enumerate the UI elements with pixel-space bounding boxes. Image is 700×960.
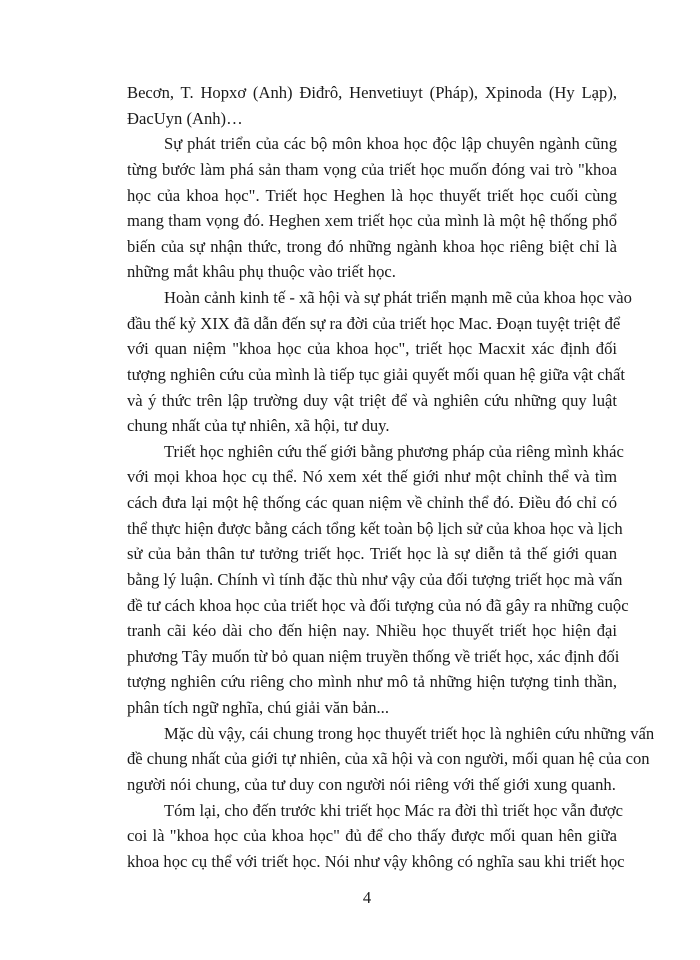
text-line: sử của bản thân tư tưởng triết học. Triết học là sự diễn tả thế giới quan <box>127 544 617 564</box>
text-line: ĐacUyn (Anh)… <box>127 108 243 128</box>
text-line: Mặc dù vậy, cái chung trong học thuyết triết học là nghiên cứu những vấn <box>164 723 655 743</box>
paragraph <box>127 439 629 721</box>
text-line: đầu thế kỷ XIX đã dẫn đến sự ra đời của triết học Mac. Đoạn tuyệt triệt để <box>127 313 621 333</box>
text-line: tượng nghiên cứu của mình là tiếp tục giải quyết mối quan hệ giữa vật chất <box>127 364 625 384</box>
text-line: chung nhất của tự nhiên, xã hội, tư duy. <box>127 416 390 436</box>
text-line: Sự phát triển của các bộ môn khoa học độc lập chuyên ngành cũng <box>164 134 617 154</box>
text-line: Tóm lại, cho đến trước khi triết học Mác ra đời thì triết học vẫn được <box>164 800 624 820</box>
text-line: học của khoa học". Triết học Heghen là học thuyết triết học cuối cùng <box>127 185 617 205</box>
text-line: tranh cãi kéo dài cho đến hiện nay. Nhiều học thuyết triết học hiện đại <box>127 621 617 641</box>
paragraph <box>127 285 632 439</box>
text-line: Triết học nghiên cứu thế giới bằng phương pháp của riêng mình khác <box>164 441 624 461</box>
text-line: Becơn, T. Hopxơ (Anh) Điđrô, Henvetiuyt (Pháp), Xpinoda (Hy Lạp), <box>127 83 617 102</box>
text-line: Hoàn cảnh kinh tế - xã hội và sự phát triển mạnh mẽ của khoa học vào <box>164 288 632 307</box>
text-line: đề tư cách khoa học của triết học và đối tượng của nó đã gây ra những cuộc <box>127 595 629 615</box>
body-text <box>127 80 655 874</box>
paragraph-continuation <box>127 80 617 131</box>
text-line: tượng nghiên cứu riêng cho mình như mô tả những hiện tượng tinh thần, <box>127 672 617 692</box>
text-line: với quan niệm "khoa học của khoa học", triết học Macxit xác định đối <box>127 339 617 359</box>
paragraph <box>127 131 617 285</box>
text-line: những mắt khâu phụ thuộc vào triết học. <box>127 262 396 282</box>
text-line: thể thực hiện được bằng cách tổng kết toàn bộ lịch sử của khoa học và lịch <box>127 518 623 538</box>
text-line: biến của sự nhận thức, trong đó những ngành khoa học riêng biệt chỉ là <box>127 236 617 256</box>
text-line: từng bước làm phá sản tham vọng của triết học muốn đóng vai trò "khoa <box>127 159 617 179</box>
text-line: phân tích ngữ nghĩa, chú giải văn bản... <box>127 698 389 717</box>
text-line: người nói chung, của tư duy con người nói riêng với thế giới xung quanh. <box>127 774 616 794</box>
text-line: với mọi khoa học cụ thể. Nó xem xét thế giới như một chỉnh thể và tìm <box>127 467 617 487</box>
text-line: và ý thức trên lập trường duy vật triệt để và nghiên cứu những quy luật <box>127 390 617 410</box>
page-number: 4 <box>362 888 372 907</box>
text-line: đề chung nhất của giới tự nhiên, của xã hội và con người, mối quan hệ của con <box>127 749 650 769</box>
text-line: coi là "khoa học của khoa học" đủ để cho thấy được mối quan hên giữa <box>127 826 617 846</box>
text-line: khoa học cụ thể với triết học. Nói như vậy không có nghĩa sau khi triết học <box>127 851 625 871</box>
paragraph <box>127 721 655 798</box>
paragraph <box>127 798 625 875</box>
text-line: cách đưa lại một hệ thống các quan niệm về chỉnh thể đó. Điều đó chỉ có <box>127 493 617 512</box>
text-line: bằng lý luận. Chính vì tính đặc thù như vậy của đối tượng triết học mà vấn <box>127 569 623 589</box>
text-line: phương Tây muốn từ bỏ quan niệm truyền thống về triết học, xác định đối <box>127 646 620 666</box>
text-line: mang tham vọng đó. Heghen xem triết học của mình là một hệ thống phổ <box>127 211 617 231</box>
